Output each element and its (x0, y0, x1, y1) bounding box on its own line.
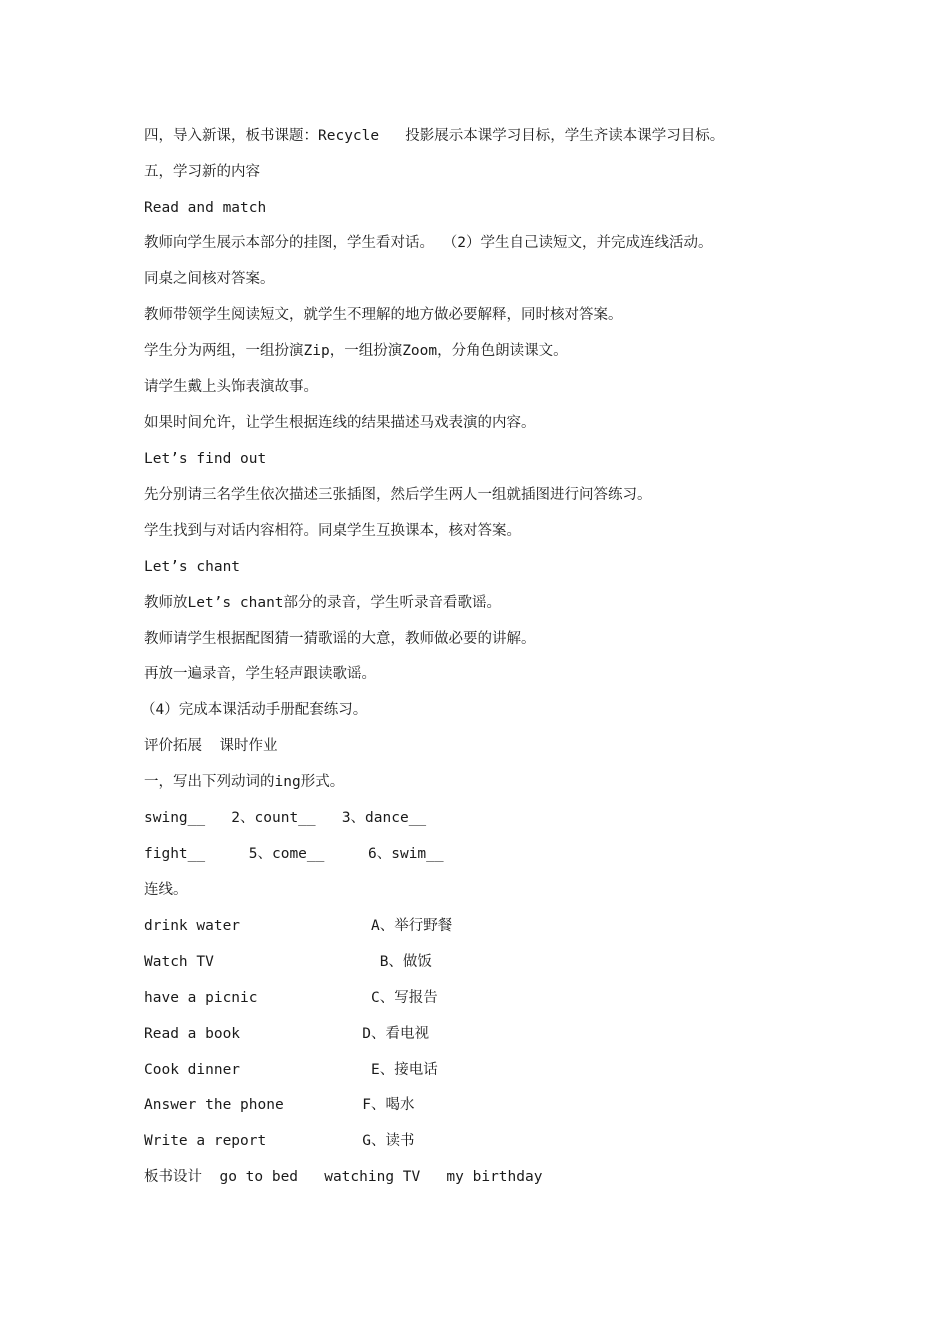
text-line: Read a book D、看电视 (144, 1026, 429, 1042)
text-line: Let’s chant (144, 559, 241, 575)
text-line: 四，导入新课，板书课题：Recycle 投影展示本课学习目标，学生齐读本课学习目标。 (144, 128, 725, 144)
text-line: Read and match (144, 200, 267, 216)
text-line: 教师放Let’s chant部分的录音，学生听录音看歌谣。 (144, 595, 502, 611)
text-line: 学生找到与对话内容相符。同桌学生互换课本，核对答案。 (144, 523, 521, 539)
text-line: Watch TV B、做饭 (144, 954, 432, 970)
text-line: 连线。 (144, 882, 188, 898)
text-line: 一，写出下列动词的ing形式。 (144, 774, 345, 790)
text-line: Write a report G、读书 (144, 1133, 415, 1149)
text-line: 请学生戴上头饰表演故事。 (144, 379, 318, 395)
text-line: Let’s find out (144, 451, 267, 467)
text-line: Answer the phone F、喝水 (144, 1097, 415, 1113)
text-line: 先分别请三名学生依次描述三张插图，然后学生两人一组就插图进行问答练习。 (144, 487, 652, 503)
text-line: 评价拓展 课时作业 (144, 738, 278, 754)
text-line: fight__ 5、come__ 6、swim__ (144, 846, 444, 862)
text-line: 教师向学生展示本部分的挂图，学生看对话。 （2）学生自己读短文，并完成连线活动。 (144, 235, 713, 251)
text-line: 教师带领学生阅读短文，就学生不理解的地方做必要解释，同时核对答案。 (144, 307, 623, 323)
text-line: 学生分为两组，一组扮演Zip，一组扮演Zoom，分角色朗读课文。 (144, 343, 568, 359)
text-line: 教师请学生根据配图猜一猜歌谣的大意，教师做必要的讲解。 (144, 631, 536, 647)
text-line: 板书设计 go to bed watching TV my birthday (144, 1169, 543, 1185)
text-line: 再放一遍录音，学生轻声跟读歌谣。 (144, 666, 376, 682)
text-line: have a picnic C、写报告 (144, 990, 438, 1006)
text-line: （4）完成本课活动手册配套练习。 (141, 702, 368, 718)
text-line: 五，学习新的内容 (144, 164, 260, 180)
text-line: Cook dinner E、接电话 (144, 1062, 438, 1078)
text-line: 同桌之间核对答案。 (144, 271, 275, 287)
text-line: swing__ 2、count__ 3、dance__ (144, 810, 427, 826)
text-line: 如果时间允许，让学生根据连线的结果描述马戏表演的内容。 (144, 415, 536, 431)
text-line: drink water A、举行野餐 (144, 918, 453, 934)
